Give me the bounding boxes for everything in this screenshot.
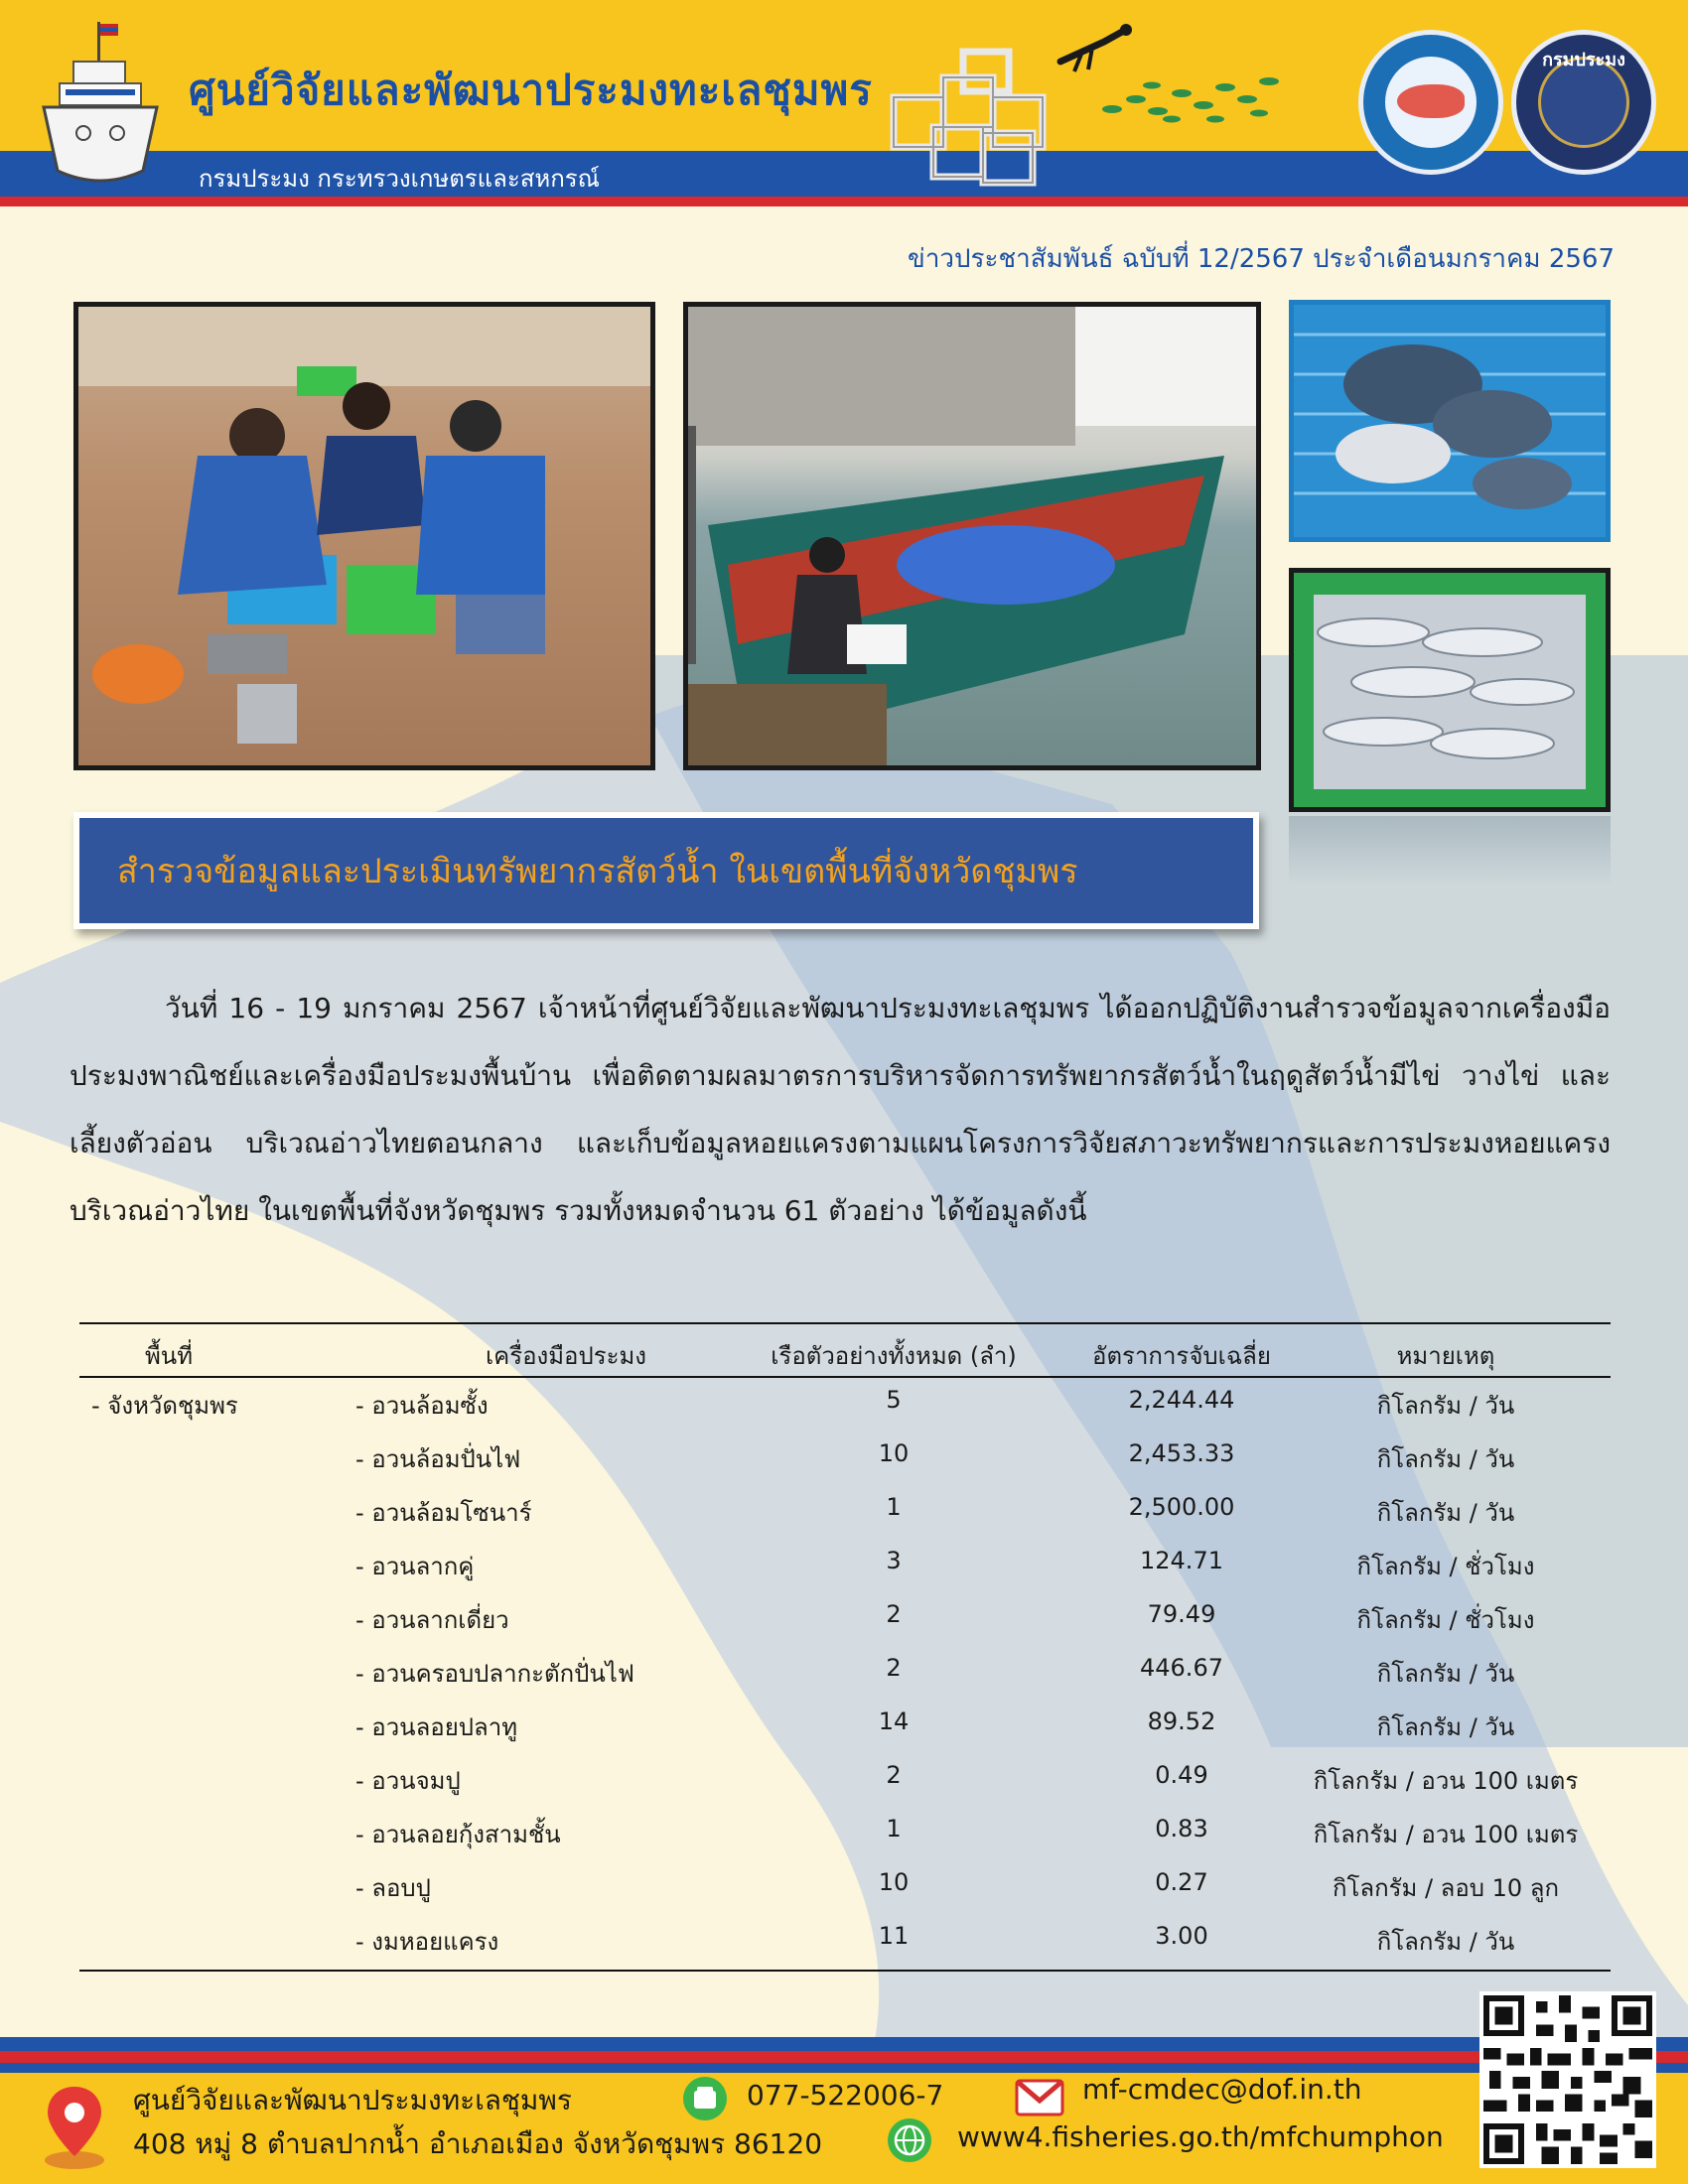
- col-header-rate: อัตราการจับเฉลี่ย: [1092, 1342, 1271, 1370]
- footer-stripe-red: [0, 2051, 1688, 2063]
- table-row: [79, 1761, 1611, 1815]
- org-title: ศูนย์วิจัยและพัฒนาประมงทะเลชุมพร: [189, 66, 873, 114]
- cell-note: กิโลกรัม / อวน 100 เมตร: [1313, 1767, 1579, 1795]
- qr-code[interactable]: [1479, 1991, 1656, 2168]
- www-icon: [886, 2116, 933, 2164]
- department-of-fisheries-seal: [1511, 30, 1656, 175]
- cell-boats: 3: [886, 1547, 902, 1574]
- cell-note: กิโลกรัม / วัน: [1376, 1713, 1515, 1741]
- cell-boats: 2: [886, 1654, 902, 1682]
- cell-area: - จังหวัดชุมพร: [91, 1392, 238, 1420]
- cell-gear: - อวนล้อมโซนาร์: [355, 1499, 532, 1527]
- col-header-boats: เรือตัวอย่างทั้งหมด (ลำ): [771, 1342, 1017, 1370]
- cell-rate: 2,453.33: [1128, 1439, 1235, 1467]
- table-row: [79, 1386, 1611, 1439]
- footer-website[interactable]: www4.fisheries.go.th/mfchumphon: [957, 2120, 1444, 2153]
- cell-note: กิโลกรัม / วัน: [1376, 1660, 1515, 1688]
- cell-boats: 2: [886, 1600, 902, 1628]
- photo-reflection: [1289, 816, 1611, 886]
- cell-gear: - ลอบปู: [355, 1874, 431, 1902]
- col-header-note: หมายเหตุ: [1396, 1342, 1495, 1370]
- photo-crabs-basket: [1289, 300, 1611, 542]
- headline-banner: [73, 812, 1259, 929]
- table-row: [79, 1547, 1611, 1600]
- issue-line: ข่าวประชาสัมพันธ์ ฉบับที่ 12/2567 ประจำเดือนมกราคม 2567: [908, 244, 1615, 274]
- cell-gear: - อวนลากเดี่ยว: [355, 1606, 509, 1634]
- table-top-rule: [79, 1322, 1611, 1324]
- cell-gear: - อวนลากคู่: [355, 1553, 475, 1580]
- table-header-row: [79, 1336, 1611, 1390]
- footer-address: 408 หมู่ 8 ตำบลปากน้ำ อำเภอเมือง จังหวัดชุมพร 86120: [133, 2127, 823, 2160]
- photo-boat-survey: [683, 302, 1261, 770]
- cell-rate: 89.52: [1147, 1707, 1216, 1735]
- cell-gear: - อวนล้อมซั้ง: [355, 1392, 489, 1420]
- table-row: [79, 1600, 1611, 1654]
- cell-rate: 2,500.00: [1128, 1493, 1235, 1521]
- table-row: [79, 1493, 1611, 1547]
- cell-gear: - อวนครอบปลากะตักปั่นไฟ: [355, 1660, 634, 1688]
- cell-note: กิโลกรัม / วัน: [1376, 1445, 1515, 1473]
- mail-icon: [1015, 2079, 1064, 2116]
- location-pin-icon: [40, 2083, 109, 2172]
- table-row: [79, 1654, 1611, 1707]
- cell-gear: - อวนลอยปลาทู: [355, 1713, 518, 1741]
- body-paragraph-text: วันที่ 16 - 19 มกราคม 2567 เจ้าหน้าที่ศูนย์วิจัยและพัฒนาประมงทะเลชุมพร ได้ออกปฏิบัติงานสำรวจข้อมูลจากเครื่องมือประมงพาณิชย์และเครื่องมือประมงพื้นบ้าน เพื่อติดตามผลมาตรการบริหารจัดการทรัพยากรสัตว์น้ำในฤดูสัตว์น้ำมีไข่ วางไข่ และเลี้ยงตัวอ่อน บริเวณอ่าวไทยตอนกลาง และเก็บข้อมูลหอยแครงตามแผนโครงการวิจัยสภาวะทรัพยากรและการประมงหอยแครงบริเวณอ่าวไทย ในเขตพื้นที่จังหวัดชุมพร รวมทั้งหมดจำนวน 61 ตัวอย่าง ได้ข้อมูลดังนี้: [70, 992, 1611, 1227]
- cell-boats: 10: [878, 1868, 910, 1896]
- cell-rate: 0.49: [1155, 1761, 1208, 1789]
- cell-note: กิโลกรัม / ชั่วโมง: [1356, 1553, 1535, 1580]
- cell-boats: 2: [886, 1761, 902, 1789]
- seal-label: กรมประมง: [1542, 50, 1625, 70]
- cell-rate: 79.49: [1147, 1600, 1216, 1628]
- photo-mackerel-basket: [1289, 568, 1611, 812]
- headline-text: สำรวจข้อมูลและประเมินทรัพยากรสัตว์น้ำ ในเขตพื้นที่จังหวัดชุมพร: [117, 852, 1078, 891]
- footer-phone[interactable]: 077-522006-7: [747, 2079, 944, 2112]
- ship-logo: [36, 22, 165, 191]
- table-row: [79, 1868, 1611, 1922]
- cell-note: กิโลกรัม / วัน: [1376, 1392, 1515, 1420]
- footer-org: ศูนย์วิจัยและพัฒนาประมงทะเลชุมพร: [133, 2084, 572, 2116]
- cell-gear: - งมหอยแครง: [355, 1928, 499, 1956]
- table-row: [79, 1815, 1611, 1868]
- cell-boats: 1: [886, 1493, 902, 1521]
- phone-icon: [681, 2075, 729, 2122]
- cell-note: กิโลกรัม / ชั่วโมง: [1356, 1606, 1535, 1634]
- col-header-gear: เครื่องมือประมง: [485, 1342, 647, 1370]
- footer-email[interactable]: mf-cmdec@dof.in.th: [1082, 2073, 1362, 2106]
- cell-gear: - อวนลอยกุ้งสามชั้น: [355, 1821, 561, 1848]
- cell-boats: 1: [886, 1815, 902, 1843]
- photo-field-sampling: [73, 302, 655, 770]
- table-row: [79, 1922, 1611, 1976]
- cell-boats: 11: [878, 1922, 910, 1950]
- cell-boats: 5: [886, 1386, 902, 1414]
- cell-gear: - อวนจมปู: [355, 1767, 461, 1795]
- cell-note: กิโลกรัม / อวน 100 เมตร: [1313, 1821, 1579, 1848]
- org-subtitle: กรมประมง กระทรวงเกษตรและสหกรณ์: [199, 165, 600, 193]
- cell-rate: 2,244.44: [1128, 1386, 1235, 1414]
- header-red-stripe: [0, 197, 1688, 206]
- research-center-seal: [1358, 30, 1503, 175]
- cell-boats: 10: [878, 1439, 910, 1467]
- footer-stripe-blue-lower: [0, 2063, 1688, 2073]
- cell-rate: 446.67: [1140, 1654, 1223, 1682]
- cell-note: กิโลกรัม / ลอบ 10 ลูก: [1332, 1874, 1560, 1902]
- table-row: [79, 1707, 1611, 1761]
- cell-rate: 124.71: [1140, 1547, 1223, 1574]
- cell-note: กิโลกรัม / วัน: [1376, 1499, 1515, 1527]
- fish-school-graphic: [1092, 60, 1291, 129]
- body-paragraph: [70, 975, 1611, 1245]
- table-row: [79, 1439, 1611, 1493]
- cell-gear: - อวนล้อมปั่นไฟ: [355, 1445, 521, 1473]
- fish-icon: [1397, 84, 1465, 118]
- cell-rate: 3.00: [1155, 1922, 1208, 1950]
- cell-rate: 0.27: [1155, 1868, 1208, 1896]
- cell-rate: 0.83: [1155, 1815, 1208, 1843]
- cell-boats: 14: [878, 1707, 910, 1735]
- col-header-area: พื้นที่: [144, 1342, 194, 1370]
- cell-note: กิโลกรัม / วัน: [1376, 1928, 1515, 1956]
- footer-stripe-blue: [0, 2037, 1688, 2051]
